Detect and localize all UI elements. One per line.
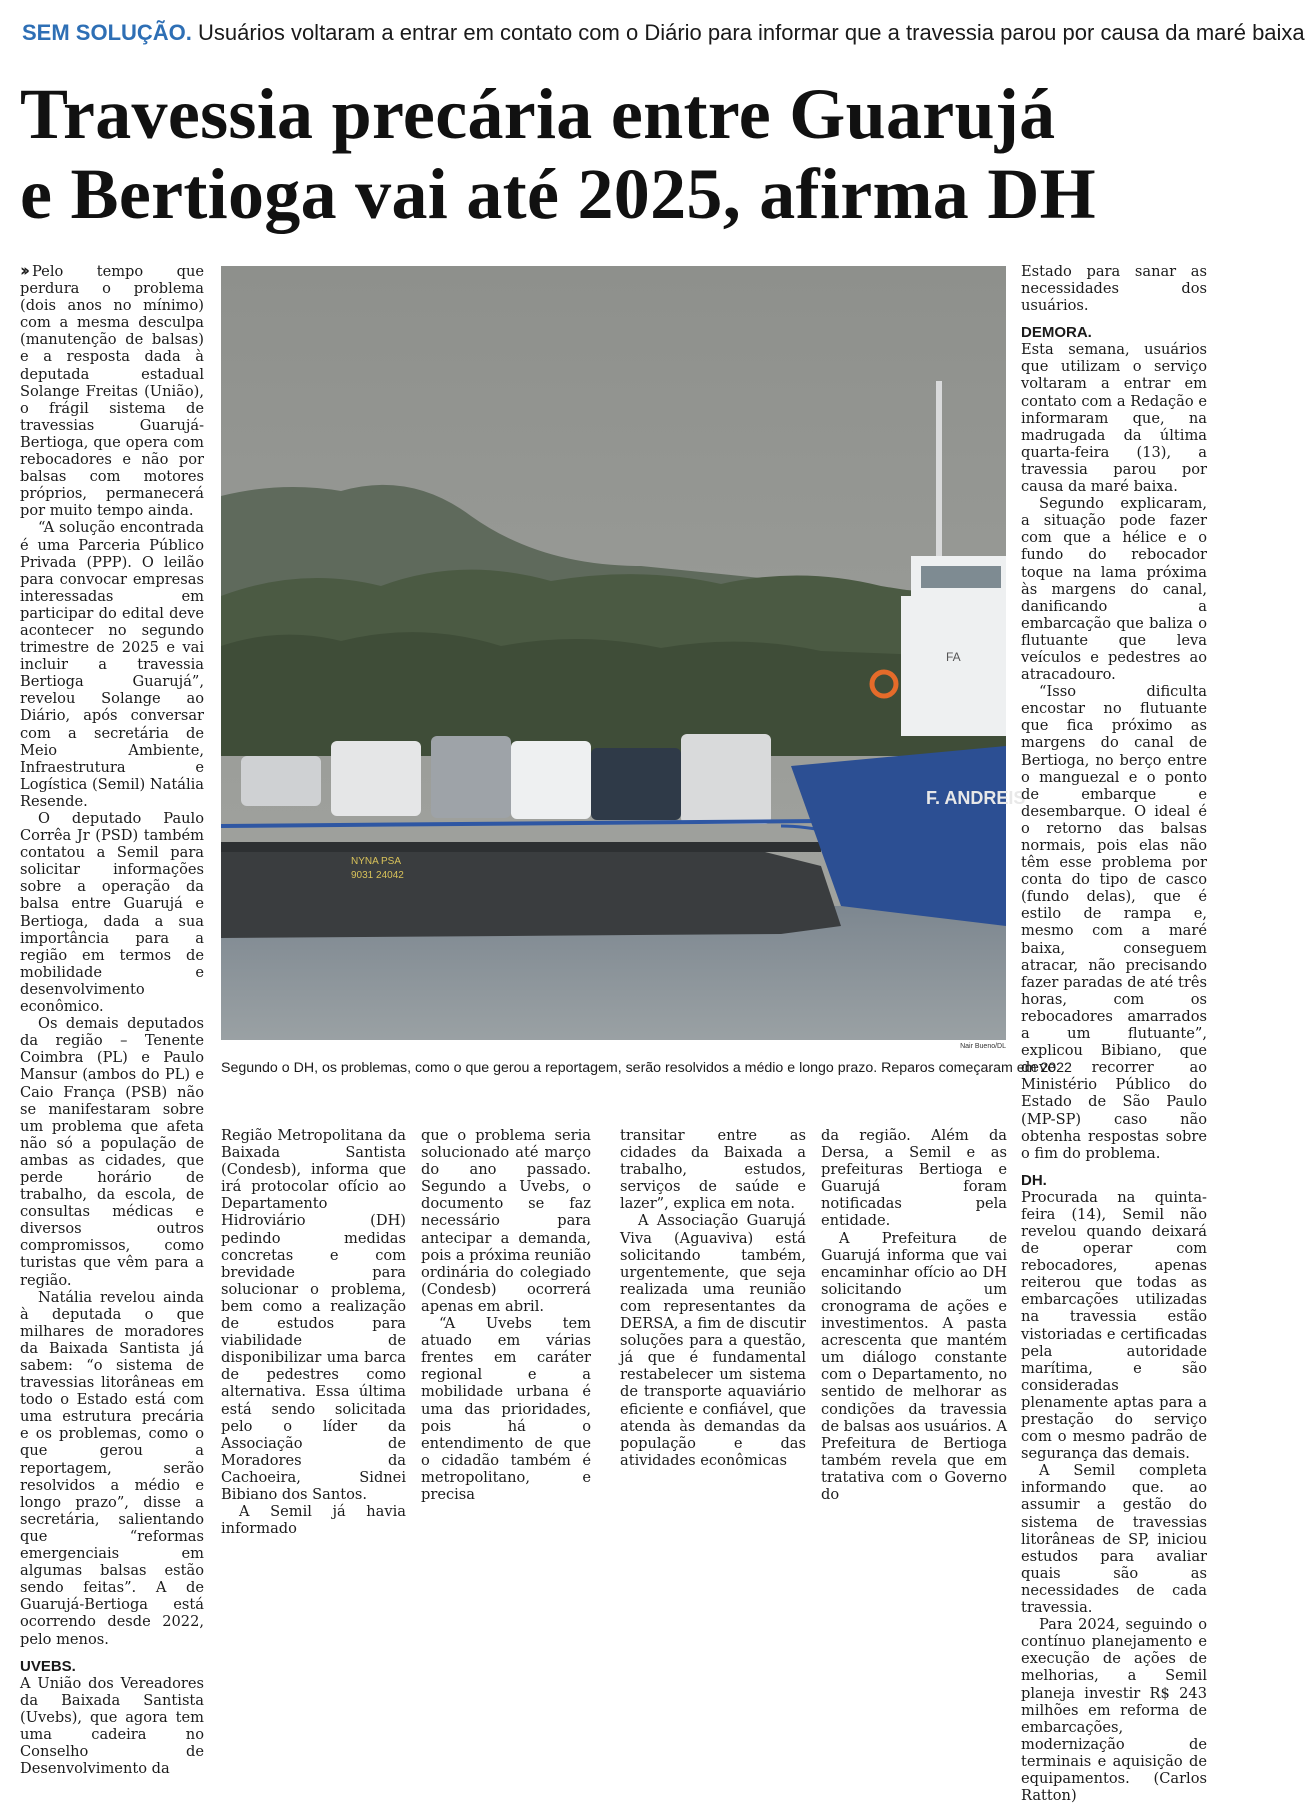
subheading-dh: DH. (1021, 1171, 1047, 1189)
paragraph: A Semil já havia informado (221, 1503, 406, 1538)
article-column-1 (20, 263, 204, 1777)
photo-credit: Nair Bueno/DL (960, 1043, 1006, 1050)
tugboat-name: F. ANDREIS (926, 788, 1026, 808)
paragraph: “A Uvebs tem atuado em várias frentes em caráter regional e a mobilidade urbana é uma das prioridades, pois há o entendimento de que o cidadão também é metropolitano, e precisa (421, 1315, 591, 1503)
car (511, 741, 591, 819)
subheading-demora: DEMORA. (1021, 324, 1092, 342)
kicker-keyword: SEM SOLUÇÃO. (22, 20, 192, 45)
article-column-2 (221, 1127, 406, 1537)
paragraph: Os demais deputados da região – Tenente Coimbra (PL) e Paulo Mansur (ambos do PL) e Caio França (PSB) não se manifestaram sobre um problema que afeta não só a população de ambas as cidades, que perde horário de trabalho, da escola, de consultas médicas e diversos outros compromissos, como turistas que vêm para a região. (20, 1015, 204, 1289)
paragraph: Pelo tempo que perdura o problema (dois anos no mínimo) com a mesma desculpa (manutenção de balsas) e a resposta dada à deputada estadual Solange Freitas (União), o frágil sistema de travessias Guarujá-Bertioga, que opera com rebocadores e não por balsas com motores próprios, permanecerá por muito tempo ainda. (20, 263, 204, 520)
paragraph: “Isso dificulta encostar no flutuante que fica próximo as margens do canal de Bertioga, no berço entre o manguezal e o ponto de embarque e desembarque. O ideal é o retorno das balsas normais, pois elas não têm esse problema por conta do tipo de casco (fundo delas), que é estilo de rampa e, mesmo com a maré baixa, conseguem atracar, não precisando fazer paradas de até três horas, com os rebocadores amarrados a um flutuante”, explicou Bibiano, que deve recorrer ao Ministério Público do Estado de São Paulo (MP-SP) caso não obtenha respostas sobre o fim do problema. (1021, 683, 1207, 1162)
cabin-mark: FA (946, 650, 961, 664)
paragraph: Esta semana, usuários que utilizam o serviço voltaram a entrar em contato com a Redação e informaram que, na madrugada da última quarta-feira (13), a travessia parou por causa da maré baixa. (1021, 341, 1207, 496)
paragraph: transitar entre as cidades da Baixada a trabalho, estudos, serviços de saúde e lazer”, explica em nota. (620, 1127, 806, 1213)
tugboat-cabin (901, 596, 1006, 736)
paragraph: A Semil completa informando que. ao assumir a gestão do sistema de travessias litorâneas de SP, iniciou estudos para avaliar quais são as necessidades de cada travessia. (1021, 1462, 1207, 1617)
paragraph: A Associação Guarujá Viva (Aguaviva) está solicitando também, urgentemente, que seja realizada uma reunião com representantes da DERSA, a fim de discutir soluções para a questão, já que é fundamental restabelecer um sistema de transporte aquaviário eficiente e confiável, que atenda às demandas da população e das atividades econômicas (620, 1212, 806, 1469)
chevron-right-double-icon: ›› (20, 261, 27, 281)
headline (20, 74, 1220, 234)
ferry-photo (221, 266, 1026, 1040)
barge-deck (221, 842, 821, 852)
car (591, 748, 681, 820)
car (241, 756, 321, 806)
article-column-4 (620, 1127, 806, 1469)
paragraph: Procurada na quinta-feira (14), Semil não revelou quando deixará de operar com rebocadores, apenas reiterou que todas as embarcações utilizadas na travessia estão vistoriadas e certificadas pela autoridade marítima, e são consideradas plenamente aptas para a prestação do serviço com o mesmo padrão de segurança das demais. (1021, 1188, 1207, 1463)
paragraph: Região Metropolitana da Baixada Santista (Condesb), informa que irá protocolar ofício ao Departamento Hidroviário (DH) pedindo medidas concretas e com brevidade para solucionar o problema, bem como a realização de estudos para viabilidade de disponibilizar uma barca de pedestres como alternativa. Essa última está sendo solicitada pelo o líder da Associação de Moradores da Cachoeira, Sidnei Bibiano dos Santos. (221, 1127, 406, 1503)
paragraph: Estado para sanar as necessidades dos usuários. (1021, 263, 1207, 315)
barge-number: 9031 24042 (351, 870, 404, 881)
car (681, 734, 771, 824)
paragraph: O deputado Paulo Corrêa Jr (PSD) também contatou a Semil para solicitar informações sobre a operação da balsa entre Guarujá e Bertioga, dada a sua importância para a região em termos de mobilidade e desenvolvimento econômico. (20, 810, 204, 1016)
paragraph: Para 2024, seguindo o contínuo planejamento e execução de ações de melhorias, a Semil planeja investir R$ 243 milhões em reforma de embarcações, modernização de terminais e aquisição de equipamentos. (Carlos Ratton) (1021, 1616, 1207, 1804)
article-column-5 (821, 1127, 1007, 1503)
ferry-illustration (221, 266, 1026, 1040)
barge-name: NYNA PSA (351, 856, 402, 867)
paragraph: que o problema seria solucionado até março do ano passado. Segundo a Uvebs, o documento se faz necessário para antecipar a demanda, pois a próxima reunião ordinária do colegiado (Condesb) ocorrerá apenas em abril. (421, 1127, 592, 1315)
car (331, 741, 421, 816)
kicker-text: Usuários voltaram a entrar em contato com o Diário para informar que a travessia parou por causa da maré baixa (198, 20, 1305, 45)
headline-line-2: e Bertioga vai até 2025, afirma DH (20, 154, 1096, 234)
article-column-6 (1021, 263, 1207, 1804)
headline-line-1: Travessia precária entre Guarujá (20, 74, 1056, 154)
paragraph: A União dos Vereadores da Baixada Santista (Uvebs), que agora tem uma cadeira no Conselho de Desenvolvimento da (20, 1674, 204, 1778)
subheading-uvebs: UVEBS. (20, 1657, 76, 1675)
bridge-window (921, 566, 1001, 588)
barge-hull (221, 846, 841, 938)
photo-caption: Segundo o DH, os problemas, como o que gerou a reportagem, serão resolvidos a médio e longo prazo. Reparos começaram em 2022 (221, 1060, 1072, 1076)
car (431, 736, 511, 818)
mast (936, 381, 942, 556)
paragraph: “A solução encontrada é uma Parceria Público Privada (PPP). O leilão para convocar empresas interessadas em participar do edital deve acontecer no segundo trimestre de 2025 e vai incluir a travessia Bertioga Guarujá”, revelou Solange ao Diário, após conversar com a secretária de Meio Ambiente, Infraestrutura e Logística (Semil) Natália Resende. (20, 519, 204, 810)
kicker (22, 18, 1305, 48)
paragraph: A Prefeitura de Guarujá informa que vai encaminhar ofício ao DH solicitando um cronograma de ações e investimentos. A pasta acrescenta que mantém um diálogo constante com o Departamento, no sentido de melhorar as condições da travessia de balsas aos usuários. A Prefeitura de Bertioga também revela que em tratativa com o Governo do (821, 1229, 1007, 1503)
paragraph: Segundo explicaram, a situação pode fazer com que a hélice e o fundo do rebocador toque na lama próxima às margens do canal, danificando a embarcação que baliza o flutuante que leva veículos e pedestres ao atracadouro. (1021, 495, 1207, 684)
paragraph: da região. Além da Dersa, a Semil e as prefeituras Bertioga e Guarujá foram notificadas pela entidade. (821, 1127, 1007, 1230)
article-column-3 (421, 1127, 591, 1503)
paragraph: Natália revelou ainda à deputada o que milhares de moradores da Baixada Santista já sabem: “o sistema de travessias litorâneas em todo o Estado está com uma estrutura precária e os problemas, como o que gerou a reportagem, serão resolvidos a médio e longo prazo”, disse a secretária, salientando que “reformas emergenciais em algumas balsas estão sendo feitas”. A de Guarujá-Bertioga está ocorrendo desde 2022, pelo menos. (20, 1288, 204, 1648)
